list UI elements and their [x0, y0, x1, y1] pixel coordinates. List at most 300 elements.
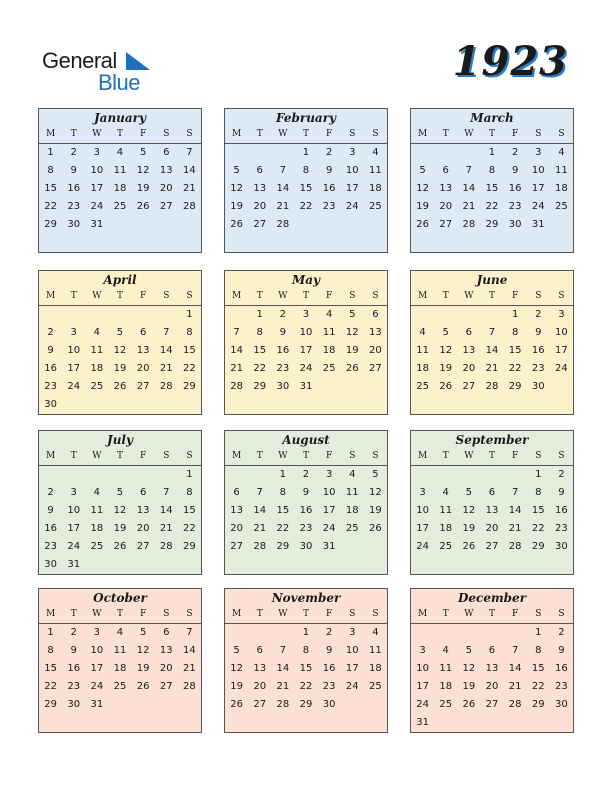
day-cell: 20 — [159, 183, 173, 194]
day-cell: 31 — [90, 219, 104, 230]
day-cell: 30 — [299, 541, 313, 552]
week-row — [225, 484, 387, 502]
day-cell — [248, 556, 271, 574]
day-cell: 10 — [555, 327, 568, 338]
day-cell: 13 — [485, 663, 499, 674]
day-cell — [294, 714, 317, 732]
week-row — [411, 378, 573, 396]
day-cell: 2 — [279, 309, 287, 320]
day-cell: 17 — [531, 183, 545, 194]
day-cell: 5 — [419, 165, 426, 176]
day-cell: 28 — [253, 541, 267, 552]
day-cell: 18 — [113, 663, 127, 674]
day-cell: 18 — [439, 523, 453, 534]
weekday-header — [225, 607, 387, 624]
brand-logo — [42, 48, 162, 96]
day-cell: 21 — [230, 363, 243, 374]
day-cell — [248, 234, 271, 252]
month-title: November — [271, 591, 341, 605]
week-row — [411, 678, 573, 696]
day-cell: 6 — [488, 645, 496, 656]
day-cell: 15 — [508, 345, 522, 356]
day-cell: 28 — [159, 541, 173, 552]
day-cell: 13 — [230, 505, 243, 516]
day-cell: 2 — [325, 627, 333, 638]
day-cell: 14 — [462, 183, 476, 194]
day-cell: 24 — [90, 201, 104, 212]
day-cell: 23 — [555, 681, 568, 692]
day-cell: 4 — [116, 627, 124, 638]
day-cell: 30 — [276, 381, 290, 392]
day-cell: 30 — [322, 699, 336, 710]
day-cell: 6 — [139, 327, 147, 338]
day-cell: 10 — [416, 505, 429, 516]
weekday-label: T — [70, 129, 77, 139]
weekday-label: F — [326, 609, 333, 619]
day-cell — [39, 234, 62, 252]
day-cell: 14 — [159, 345, 173, 356]
day-cell: 22 — [299, 201, 313, 212]
day-cell: 14 — [183, 165, 196, 176]
day-cell — [155, 234, 178, 252]
day-cell — [480, 556, 503, 574]
day-cell — [341, 696, 364, 714]
day-cell: 24 — [322, 523, 336, 534]
day-cell: 31 — [531, 219, 545, 230]
week-row — [411, 642, 573, 660]
day-cell: 5 — [372, 469, 379, 480]
day-cell: 11 — [90, 345, 104, 356]
weekday-label: F — [140, 129, 147, 139]
day-cell: 28 — [276, 219, 290, 230]
weekday-header — [225, 289, 387, 306]
day-cell: 27 — [253, 699, 267, 710]
week-row — [411, 216, 573, 234]
day-cell: 1 — [535, 627, 542, 638]
weekday-label: T — [116, 129, 123, 139]
day-cell: 1 — [511, 309, 519, 320]
day-cell: 13 — [159, 645, 173, 656]
weekday-label: W — [464, 129, 474, 139]
day-cell: 8 — [302, 645, 310, 656]
day-cell: 14 — [183, 645, 196, 656]
day-cell: 24 — [90, 681, 104, 692]
day-cell: 22 — [183, 363, 196, 374]
weekday-label: S — [558, 129, 565, 139]
day-cell — [411, 306, 434, 324]
week-row — [411, 234, 573, 252]
week-row — [411, 198, 573, 216]
day-cell: 17 — [67, 363, 81, 374]
day-cell — [411, 556, 434, 574]
day-cell — [504, 234, 527, 252]
weekday-label: S — [535, 451, 542, 461]
week-row — [225, 696, 387, 714]
day-cell: 8 — [279, 487, 287, 498]
day-cell: 11 — [113, 645, 127, 656]
day-cell — [132, 556, 155, 574]
day-cell — [248, 624, 271, 642]
day-cell: 6 — [163, 627, 170, 638]
weekday-label: T — [256, 291, 263, 301]
day-cell — [271, 556, 294, 574]
day-cell: 16 — [67, 663, 81, 674]
day-cell: 24 — [345, 201, 359, 212]
day-cell: 16 — [67, 183, 81, 194]
day-cell — [108, 556, 131, 574]
brand-word-general: General — [42, 48, 117, 73]
day-cell: 9 — [302, 487, 310, 498]
day-cell: 26 — [136, 201, 150, 212]
day-cell: 17 — [90, 663, 104, 674]
week-row — [39, 180, 201, 198]
day-cell: 2 — [325, 147, 333, 158]
day-cell: 15 — [299, 183, 313, 194]
day-cell: 17 — [555, 345, 568, 356]
day-cell — [480, 306, 503, 324]
day-cell: 7 — [186, 147, 193, 158]
day-cell: 21 — [183, 663, 196, 674]
weekday-label: S — [558, 609, 565, 619]
day-cell: 11 — [416, 345, 429, 356]
day-cell — [108, 396, 131, 414]
month-january — [38, 108, 202, 253]
day-cell: 7 — [279, 645, 287, 656]
day-cell — [85, 234, 108, 252]
weekday-label: F — [512, 609, 519, 619]
weekday-label: S — [349, 609, 356, 619]
day-cell: 8 — [47, 165, 54, 176]
day-cell — [364, 538, 387, 556]
week-row — [225, 678, 387, 696]
day-cell — [225, 306, 248, 324]
day-cell: 4 — [372, 147, 379, 158]
month-title: July — [107, 433, 133, 447]
day-cell: 14 — [485, 345, 499, 356]
weekday-label: F — [512, 129, 519, 139]
day-cell: 12 — [439, 345, 453, 356]
weekday-label: W — [464, 451, 474, 461]
day-cell: 7 — [488, 327, 496, 338]
weekday-label: T — [488, 291, 495, 301]
week-row — [39, 396, 201, 414]
week-row — [39, 624, 201, 642]
day-cell — [434, 714, 457, 732]
day-cell: 28 — [183, 201, 196, 212]
week-row — [225, 198, 387, 216]
day-cell: 26 — [230, 219, 243, 230]
day-cell — [527, 234, 550, 252]
day-cell — [85, 306, 108, 324]
weekday-label: M — [45, 291, 56, 301]
week-row — [411, 484, 573, 502]
day-cell: 30 — [44, 559, 57, 570]
day-cell: 28 — [508, 541, 522, 552]
day-cell: 3 — [535, 147, 542, 158]
week-row — [225, 216, 387, 234]
day-cell — [39, 714, 62, 732]
day-cell: 28 — [508, 699, 522, 710]
day-cell: 3 — [419, 645, 426, 656]
weekday-label: F — [140, 609, 147, 619]
day-cell: 21 — [276, 201, 290, 212]
day-cell — [550, 234, 573, 252]
day-cell: 10 — [67, 345, 81, 356]
day-cell: 29 — [253, 381, 267, 392]
week-row — [39, 484, 201, 502]
week-row — [411, 360, 573, 378]
day-cell: 10 — [345, 645, 359, 656]
day-cell: 21 — [508, 681, 522, 692]
day-cell: 12 — [462, 505, 476, 516]
day-cell: 23 — [531, 363, 545, 374]
weekday-label: M — [417, 609, 428, 619]
day-cell: 25 — [439, 699, 453, 710]
day-cell: 12 — [230, 183, 243, 194]
day-cell: 19 — [462, 523, 476, 534]
day-cell — [132, 234, 155, 252]
day-cell — [178, 234, 201, 252]
week-row — [39, 538, 201, 556]
weekday-label: T — [442, 609, 449, 619]
day-cell: 18 — [90, 363, 104, 374]
weekday-label: S — [349, 291, 356, 301]
day-cell: 3 — [302, 309, 310, 320]
day-cell — [341, 556, 364, 574]
day-cell — [527, 556, 550, 574]
day-cell — [108, 696, 131, 714]
weekday-label: T — [488, 129, 495, 139]
day-cell: 22 — [276, 523, 290, 534]
day-cell: 16 — [555, 663, 568, 674]
day-cell: 14 — [276, 663, 290, 674]
day-cell: 27 — [159, 681, 173, 692]
day-cell: 16 — [44, 363, 57, 374]
weekday-label: F — [512, 291, 519, 301]
month-august — [224, 430, 388, 575]
day-cell: 16 — [508, 183, 522, 194]
day-cell — [411, 234, 434, 252]
day-cell: 6 — [256, 645, 263, 656]
day-cell: 17 — [322, 505, 336, 516]
week-row — [39, 198, 201, 216]
weekday-label: M — [45, 609, 56, 619]
day-cell: 25 — [439, 541, 453, 552]
day-cell: 9 — [47, 505, 54, 516]
weekday-label: W — [278, 609, 288, 619]
week-row — [225, 378, 387, 396]
day-cell: 31 — [322, 541, 336, 552]
day-cell: 7 — [256, 487, 263, 498]
week-row — [225, 360, 387, 378]
day-cell: 8 — [302, 165, 310, 176]
day-cell: 5 — [139, 147, 147, 158]
day-cell: 11 — [369, 165, 382, 176]
day-cell: 26 — [439, 381, 453, 392]
week-row — [411, 556, 573, 574]
day-cell: 9 — [558, 645, 565, 656]
weekday-label: M — [417, 451, 428, 461]
month-title: December — [457, 591, 527, 605]
weekday-label: T — [70, 609, 77, 619]
weekday-label: T — [488, 609, 495, 619]
day-cell — [550, 396, 573, 414]
day-cell: 18 — [416, 363, 429, 374]
weekday-label: S — [372, 291, 379, 301]
day-cell: 26 — [113, 381, 127, 392]
day-cell: 21 — [159, 363, 173, 374]
day-cell — [62, 306, 85, 324]
day-cell — [294, 234, 317, 252]
week-row — [411, 306, 573, 324]
month-title: August — [282, 433, 330, 447]
day-cell: 20 — [485, 681, 499, 692]
day-cell: 3 — [93, 627, 101, 638]
day-cell: 20 — [136, 523, 150, 534]
month-title: September — [455, 433, 529, 447]
day-cell: 14 — [508, 663, 522, 674]
day-cell: 20 — [439, 201, 453, 212]
day-cell — [364, 396, 387, 414]
week-row — [411, 180, 573, 198]
weekday-label: M — [231, 129, 242, 139]
day-cell — [155, 306, 178, 324]
day-cell: 24 — [416, 541, 429, 552]
day-cell — [225, 624, 248, 642]
day-cell: 19 — [345, 345, 359, 356]
day-cell: 10 — [416, 663, 429, 674]
weekday-label: M — [231, 451, 242, 461]
day-cell: 29 — [508, 381, 522, 392]
day-cell: 13 — [485, 505, 499, 516]
day-cell: 1 — [256, 309, 263, 320]
day-cell: 14 — [159, 505, 173, 516]
week-row — [225, 306, 387, 324]
week-row — [39, 162, 201, 180]
month-march — [410, 108, 574, 253]
weekday-label: W — [278, 129, 288, 139]
day-cell: 17 — [67, 523, 81, 534]
day-cell — [62, 714, 85, 732]
day-cell: 8 — [488, 165, 496, 176]
day-cell — [39, 306, 62, 324]
day-cell: 31 — [67, 559, 81, 570]
weekday-label: M — [231, 609, 242, 619]
day-cell — [178, 396, 201, 414]
day-cell: 13 — [136, 345, 150, 356]
day-cell — [480, 234, 503, 252]
day-cell: 22 — [44, 681, 57, 692]
day-cell: 19 — [136, 663, 150, 674]
day-cell — [132, 466, 155, 484]
day-cell — [341, 378, 364, 396]
day-cell — [62, 466, 85, 484]
day-cell: 6 — [139, 487, 147, 498]
day-cell: 21 — [508, 523, 522, 534]
day-cell: 9 — [70, 645, 77, 656]
day-cell: 1 — [302, 147, 310, 158]
week-row — [39, 216, 201, 234]
day-cell: 12 — [136, 165, 150, 176]
day-cell: 2 — [535, 309, 542, 320]
week-row — [411, 696, 573, 714]
month-june — [410, 270, 574, 415]
day-cell — [411, 144, 434, 162]
day-cell: 23 — [555, 523, 568, 534]
day-cell: 26 — [462, 699, 476, 710]
weekday-label: W — [278, 291, 288, 301]
week-row — [411, 144, 573, 162]
weekday-label: T — [302, 451, 309, 461]
day-cell — [108, 306, 131, 324]
day-cell: 12 — [230, 663, 243, 674]
day-cell: 17 — [416, 523, 429, 534]
day-cell: 26 — [416, 219, 429, 230]
day-cell — [85, 714, 108, 732]
day-cell — [364, 714, 387, 732]
day-cell: 28 — [159, 381, 173, 392]
day-cell: 1 — [279, 469, 287, 480]
month-may — [224, 270, 388, 415]
weekday-label: F — [140, 291, 147, 301]
day-cell: 20 — [253, 201, 267, 212]
day-cell: 7 — [511, 487, 519, 498]
day-cell: 22 — [299, 681, 313, 692]
day-cell: 28 — [230, 381, 243, 392]
day-cell — [271, 624, 294, 642]
day-cell: 5 — [116, 487, 124, 498]
day-cell: 8 — [186, 327, 193, 338]
day-cell: 27 — [439, 219, 453, 230]
day-cell: 14 — [253, 505, 267, 516]
weekday-label: T — [256, 609, 263, 619]
week-row — [411, 324, 573, 342]
week-row — [225, 538, 387, 556]
day-cell — [527, 396, 550, 414]
day-cell: 9 — [279, 327, 287, 338]
day-cell: 3 — [419, 487, 426, 498]
day-cell: 27 — [485, 699, 499, 710]
day-cell: 23 — [322, 201, 336, 212]
day-cell: 27 — [462, 381, 476, 392]
day-cell — [271, 396, 294, 414]
day-cell: 23 — [44, 381, 57, 392]
weekday-label: S — [372, 129, 379, 139]
day-cell: 2 — [70, 627, 77, 638]
day-cell — [155, 696, 178, 714]
day-cell: 12 — [136, 645, 150, 656]
day-cell — [294, 396, 317, 414]
day-cell: 11 — [369, 645, 382, 656]
day-cell: 26 — [230, 699, 243, 710]
day-cell — [434, 144, 457, 162]
day-cell — [85, 466, 108, 484]
day-cell — [318, 556, 341, 574]
day-cell: 8 — [256, 327, 263, 338]
week-row — [39, 144, 201, 162]
day-cell: 5 — [349, 309, 356, 320]
day-cell: 4 — [93, 327, 101, 338]
month-title: May — [291, 273, 321, 287]
day-cell: 15 — [44, 183, 57, 194]
day-cell: 19 — [462, 681, 476, 692]
day-cell: 16 — [531, 345, 545, 356]
day-cell — [504, 714, 527, 732]
day-cell — [480, 396, 503, 414]
day-cell: 18 — [439, 681, 453, 692]
day-cell — [434, 556, 457, 574]
day-cell — [411, 396, 434, 414]
